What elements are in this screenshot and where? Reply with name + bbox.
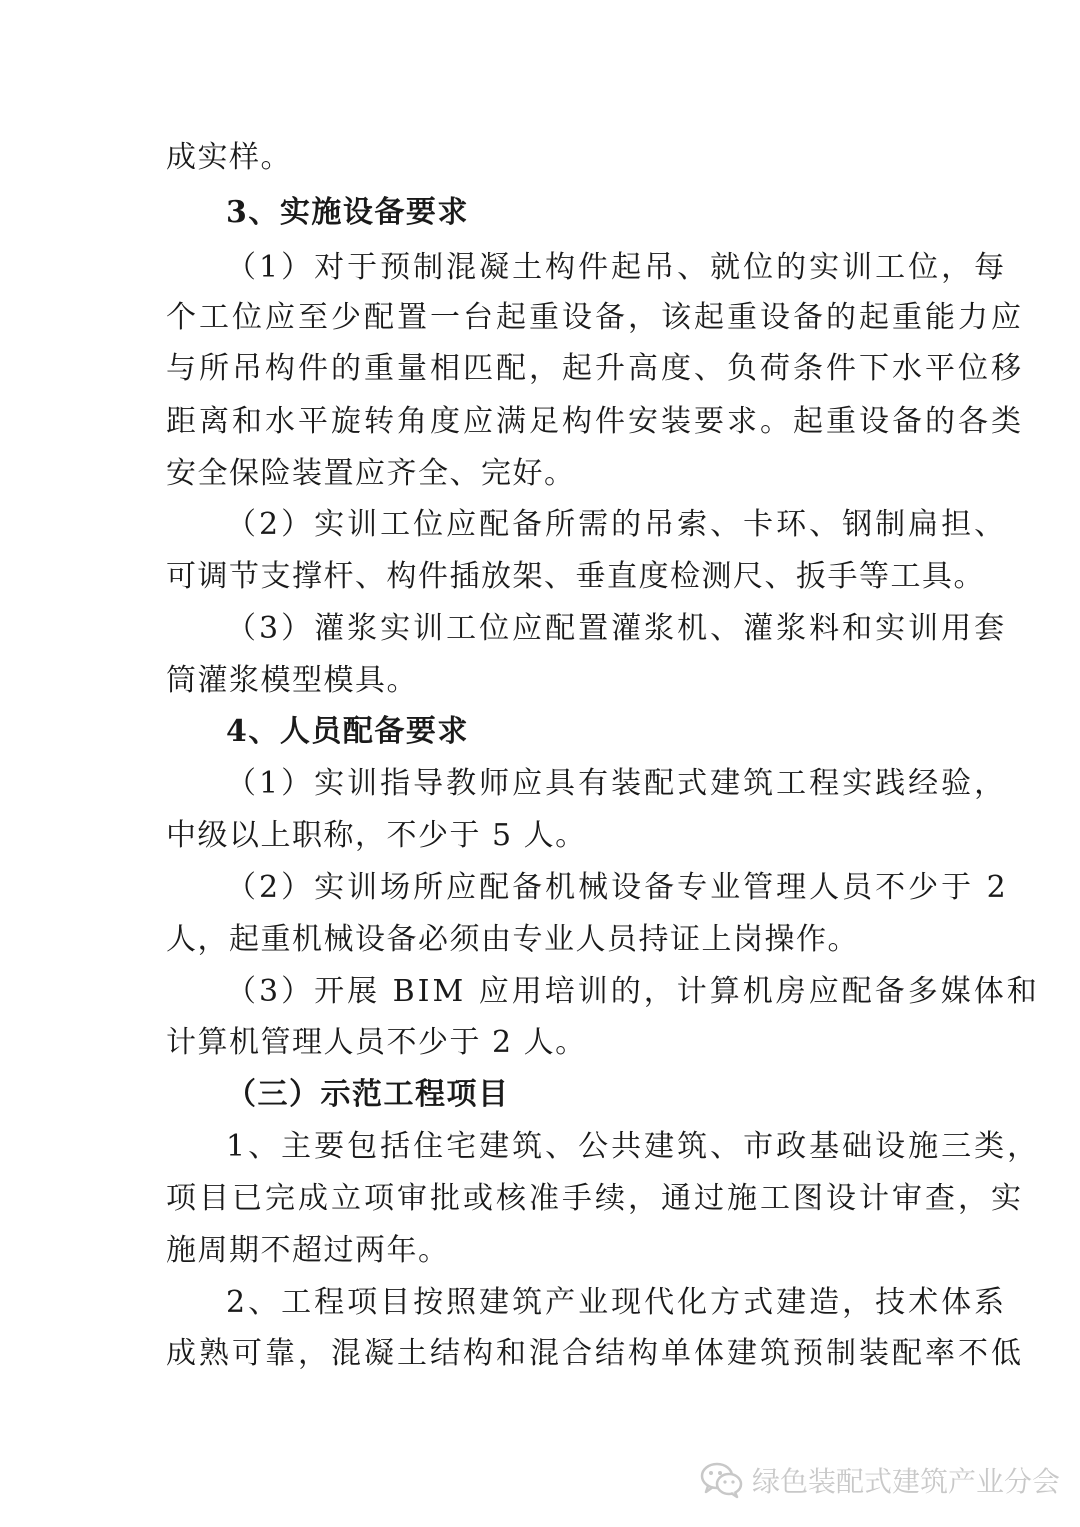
text-line: 施周期不超过两年。 [166, 1233, 450, 1268]
text-line: 项目已完成立项审批或核准手续，通过施工图设计审查，实 [166, 1181, 1024, 1216]
text-line: 与所吊构件的重量相匹配，起升高度、负荷条件下水平位移 [166, 351, 1024, 386]
text-line: 计算机管理人员不少于 2 人。 [166, 1025, 587, 1060]
text-line: 可调节支撑杆、构件插放架、垂直度检测尺、扳手等工具。 [166, 559, 985, 594]
wechat-icon [700, 1460, 744, 1500]
text-line: 筒灌浆模型模具。 [166, 663, 418, 698]
text-line: 距离和水平旋转角度应满足构件安装要求。起重设备的各类 [166, 404, 1024, 439]
text-line: 2、工程项目按照建筑产业现代化方式建造，技术体系 [226, 1285, 1008, 1320]
text-line: （1）对于预制混凝土构件起吊、就位的实训工位，每 [226, 250, 1008, 285]
section-heading: 4、人员配备要求 [226, 714, 469, 749]
text-line: （1）实训指导教师应具有装配式建筑工程实践经验， [226, 766, 1008, 801]
subsection-heading: （三）示范工程项目 [226, 1077, 510, 1112]
text-line: （2）实训场所应配备机械设备专业管理人员不少于 2 [226, 870, 1009, 905]
section-heading: 3、实施设备要求 [226, 195, 469, 230]
text-line: 成熟可靠，混凝土结构和混合结构单体建筑预制装配率不低 [166, 1336, 1024, 1371]
text-line: 1、主要包括住宅建筑、公共建筑、市政基础设施三类， [226, 1129, 1041, 1164]
text-line: 人，起重机械设备必须由专业人员持证上岗操作。 [166, 922, 859, 957]
text-line: （3）开展 BIM 应用培训的，计算机房应配备多媒体和 [226, 974, 1040, 1009]
watermark-text: 绿色装配式建筑产业分会 [752, 1465, 1061, 1498]
text-line: 个工位应至少配置一台起重设备，该起重设备的起重能力应 [166, 300, 1024, 335]
watermark [700, 1455, 1060, 1505]
text-line: （3）灌浆实训工位应配置灌浆机、灌浆料和实训用套 [226, 611, 1008, 646]
text-line: （2）实训工位应配备所需的吊索、卡环、钢制扁担、 [226, 507, 1008, 542]
text-line: 安全保险装置应齐全、完好。 [166, 456, 576, 491]
text-line: 成实样。 [166, 140, 292, 175]
text-line: 中级以上职称，不少于 5 人。 [166, 818, 587, 853]
